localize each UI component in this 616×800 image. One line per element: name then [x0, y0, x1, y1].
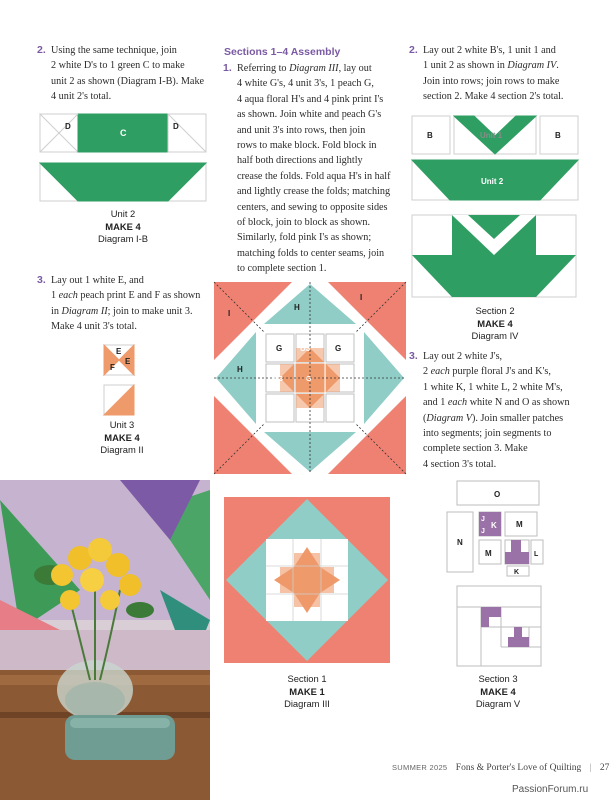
step-line: matching folds to center seams, join [237, 247, 385, 259]
label-m-left: M [485, 549, 492, 558]
caption-section: Section 3 [478, 673, 518, 684]
diagram-i-b [35, 112, 211, 206]
quilt-photo [0, 480, 210, 800]
step-line: 4 section 3's total. [423, 458, 497, 470]
step-line: in Diagram II; join to make unit 3. [51, 305, 193, 317]
caption-iii [254, 673, 360, 711]
caption-diagram: Diagram V [475, 698, 521, 709]
step-number: 3. [409, 350, 418, 362]
step-line: 1 each peach print E and F as shown [51, 290, 201, 302]
label-j-1: J [481, 516, 485, 523]
step-line: unit 2 as shown (Diagram I-B). Make [51, 75, 205, 87]
step-line: Join into rows; join rows to make [423, 75, 560, 87]
step-line: and unit 3's into rows, then join [237, 124, 366, 136]
label-c: C [120, 128, 127, 138]
step-number: 2. [409, 44, 418, 56]
step-2-instructions [37, 43, 221, 105]
caption-diagram: Diagram IV [471, 330, 519, 341]
watermark: PassionForum.ru [512, 784, 589, 795]
step-line: section 2. Make 4 section 2's total. [423, 91, 564, 103]
step-line: rows to make block. Fold block in [237, 140, 377, 152]
caption-section: Section 2 [475, 305, 515, 316]
label-e-right: E [125, 357, 131, 366]
footer-separator: | [589, 763, 592, 773]
label-l: L [534, 551, 539, 558]
caption-diagram: Diagram II [100, 444, 144, 455]
footer-page-number: 27 [599, 763, 610, 773]
step-line: Using the same technique, join [51, 45, 177, 56]
label-o: O [494, 490, 501, 499]
label-e-top: E [116, 347, 122, 356]
step-line: half both directions and lightly [237, 155, 363, 167]
step-line: Referring to Diagram III, lay out [237, 63, 372, 74]
step-line: 1 white K, 1 white L, 2 white M's, [423, 381, 563, 393]
label-m-top: M [516, 520, 523, 529]
caption-make: MAKE 4 [480, 685, 516, 697]
caption-diagram: Diagram I-B [97, 233, 148, 244]
assembly-step-1 [223, 61, 407, 277]
step-line: Lay out 2 white B's, 1 unit 1 and [423, 45, 556, 56]
section-heading: Sections 1–4 Assembly [224, 46, 341, 58]
step-number: 2. [37, 44, 46, 56]
label-g-right: G [335, 344, 342, 353]
step-line: Make 4 unit 3's total. [51, 321, 137, 333]
caption-make: MAKE 4 [104, 431, 140, 443]
label-unit-2: Unit 2 [481, 177, 504, 186]
caption-diagram: Diagram III [284, 698, 330, 709]
footer-season: SUMMER 2025 [392, 763, 448, 772]
caption-ii [70, 419, 174, 457]
step-line: and lightly crease the folds; matching [237, 186, 391, 198]
step-line: Lay out 2 white J's, [423, 351, 503, 362]
label-unit-1: Unit 1 [480, 131, 503, 140]
label-n: N [457, 538, 463, 547]
label-k-top: K [491, 521, 497, 530]
diagram-ii [102, 343, 138, 417]
step-line: Lay out 1 white E, and [51, 275, 144, 286]
diagram-v-block [456, 585, 542, 667]
footer-magazine: Fons & Porter's Love of Quilting [455, 763, 582, 773]
step-line: 2 white D's to 1 green C to make [51, 60, 185, 72]
step-line: as shown. Join white and peach G's [237, 109, 382, 121]
step-line: 4 white G's, 4 unit 3's, 1 peach G, [237, 78, 374, 90]
label-i-left: I [228, 309, 231, 318]
diagram-iii-block [224, 497, 390, 663]
label-g-left: G [276, 344, 283, 353]
caption-v [445, 673, 551, 711]
label-d-left: D [65, 122, 71, 131]
label-u3-top: U3 [300, 344, 311, 353]
step-line: Similarly, fold pink I's as shown; [237, 232, 372, 244]
step-line: 1 unit 2 as shown in Diagram IV. [423, 60, 559, 72]
step-3b-instructions [409, 349, 593, 472]
diagram-iv-block [410, 213, 578, 299]
caption-unit: Unit 2 [110, 208, 136, 219]
caption-unit: Unit 3 [109, 419, 135, 430]
label-d-right: D [173, 122, 179, 131]
diagram-v-layout [445, 478, 545, 578]
label-b-left: B [427, 131, 433, 140]
diagram-iv-layout [408, 114, 582, 202]
step-line: 4 unit 2's total. [51, 91, 112, 103]
page-footer [392, 763, 609, 773]
step-line: 4 aqua floral H's and 4 pink print I's [237, 93, 384, 105]
label-h-left: H [237, 365, 243, 374]
caption-section: Section 1 [287, 673, 327, 684]
label-u3-left: U3 [274, 376, 283, 383]
label-b-right: B [555, 131, 561, 140]
step-number: 3. [37, 274, 46, 286]
step-number: 1. [223, 62, 232, 74]
caption-iv [443, 305, 547, 343]
diagram-iii-layout [212, 280, 408, 476]
step-line: into segments; join segments to [423, 428, 552, 440]
step-line: 2 each purple floral J's and K's, [423, 366, 551, 378]
caption-i-b [70, 208, 176, 246]
label-i-right: I [360, 293, 363, 302]
label-k-bottom: K [514, 569, 520, 576]
label-j-2: J [481, 528, 485, 535]
step-3-instructions [37, 273, 221, 335]
step-line: crease the folds. Fold aqua H's in half [237, 170, 391, 182]
step-line: centers, and sewing to opposite sides [237, 201, 388, 213]
step-line: and 1 each white N and O as shown [423, 397, 570, 409]
photo-illustration [0, 480, 210, 800]
step-line: complete section 3. Make [423, 443, 528, 455]
label-g-center: G [306, 376, 312, 383]
label-h-top: H [294, 303, 300, 312]
step-2b-instructions [409, 43, 593, 105]
step-line: (Diagram V). Join smaller patches [423, 412, 564, 424]
caption-make: MAKE 4 [477, 317, 513, 329]
step-line: to complete section 1. [237, 263, 327, 275]
caption-make: MAKE 1 [289, 685, 325, 697]
step-line: of block, join to block as shown. [237, 217, 370, 229]
caption-make: MAKE 4 [105, 220, 141, 232]
label-f: F [110, 363, 115, 372]
